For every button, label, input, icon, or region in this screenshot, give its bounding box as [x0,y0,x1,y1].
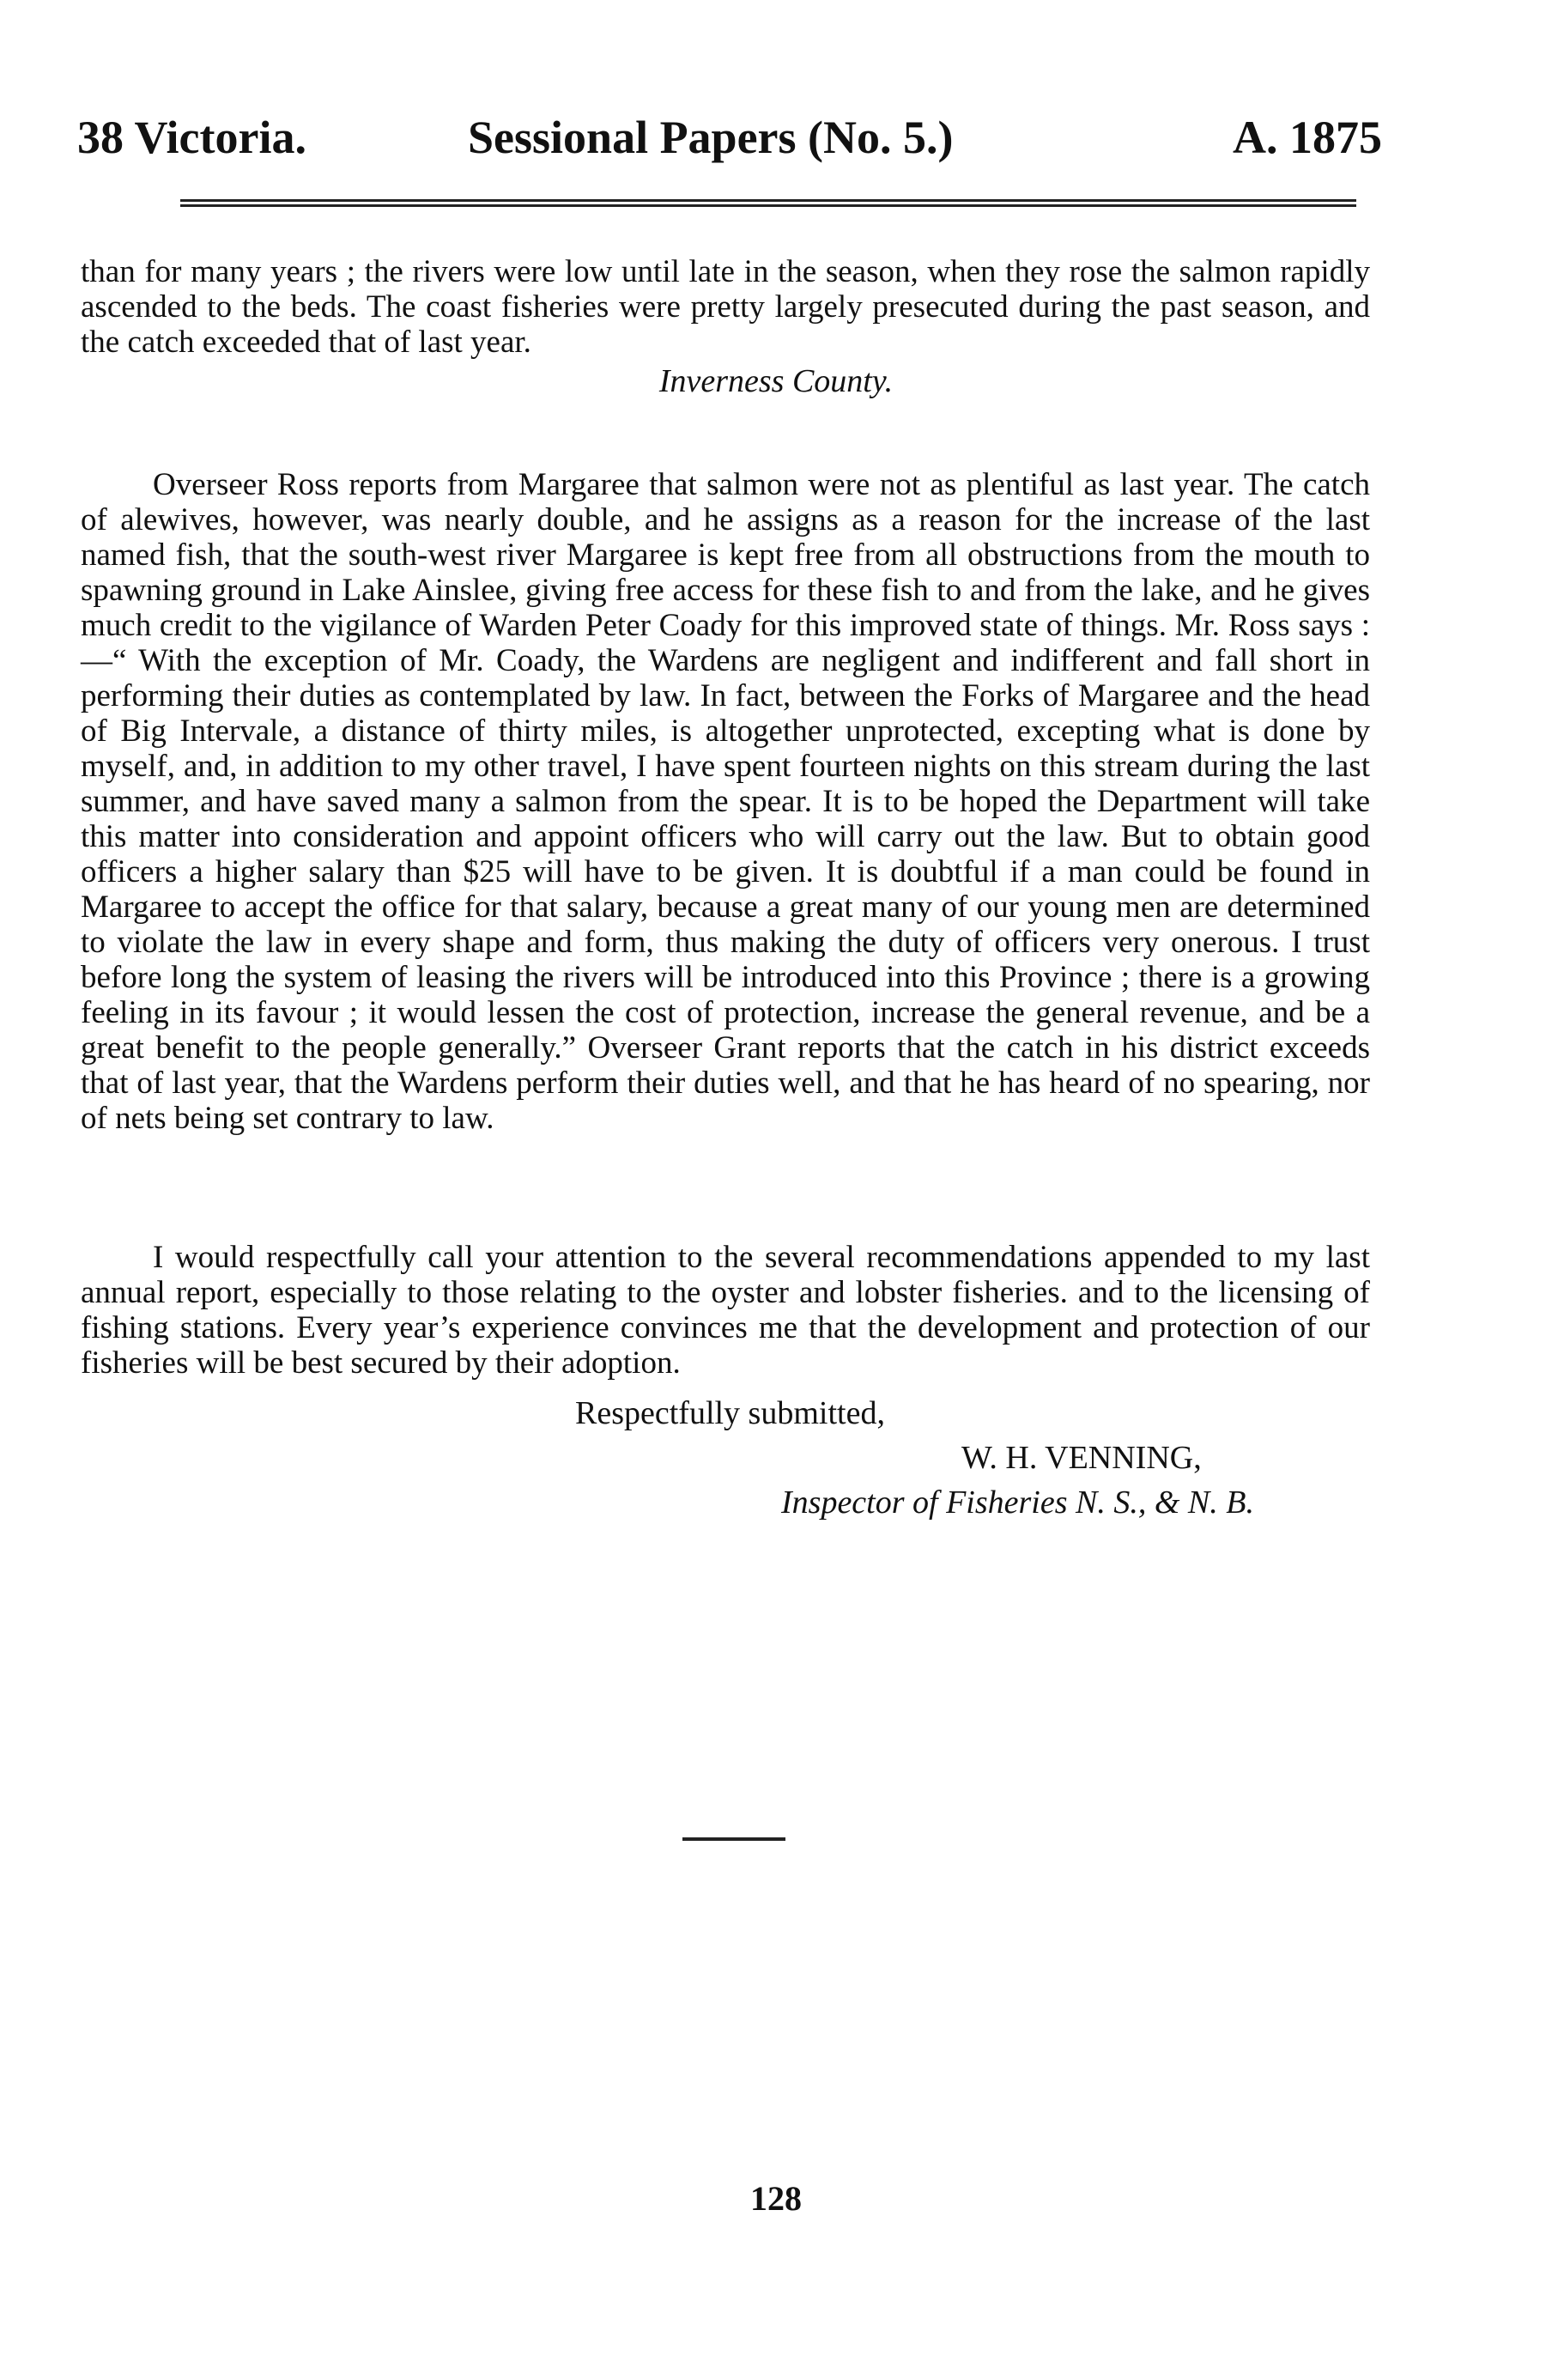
section-heading: Inverness County. [658,363,894,399]
signoff: Respectfully submitted, [575,1395,885,1431]
signature-title: Inspector of Fisheries N. S., & N. B. [781,1484,1254,1521]
page-number: 128 [750,2179,802,2218]
recommendation-text: I would respectfully call your attention to the several recommendations appended to my last annual report, especially to those relating to the oyster and lobster fisheries. and to the licensing of fishing stations. Every year’s experience convinces me that the development and protection of our fisheries will be best secured by their adoption. [81,1240,1370,1381]
ross-report-paragraph [81,467,1370,1136]
header-volume: 38 Victoria. [77,112,306,163]
header-year: A. 1875 [1233,112,1382,163]
signature-name: W. H. VENNING, [961,1440,1202,1476]
header-double-rule [180,199,1356,207]
header-series: Sessional Papers (No. 5.) [468,112,954,163]
intro-paragraph [81,254,1370,360]
running-header [77,103,1382,172]
intro-paragraph-text: than for many years ; the rivers were low until late in the season, when they rose the salmon rapidly ascended to the beds. The coast fisheries were pretty largely presecuted during the past season, and the catch exceeded that of last year. [81,254,1370,360]
closing-rule [682,1837,785,1841]
ross-report-text: Overseer Ross reports from Margaree that salmon were not as plentiful as last year. The catch of alewives, however, was nearly double, and he assigns as a reason for the increase of the last named fish, that the south-west river Margaree is kept free from all obstructions from the mouth to spawning ground in Lake Ainslee, giving free access for these fish to and from the lake, and he gives much credit to the vigilance of Warden Peter Coady for this improved state of things. Mr. Ross says :—“ With the exception of Mr. Coady, the Wardens are negligent and indifferent and fall short in performing their duties as contemplated by law. In fact, between the Forks of Margaree and the head of Big Intervale, a distance of thirty miles, is altogether unprotected, excepting what is done by myself, and, in addition to my other travel, I have spent fourteen nights on this stream during the last summer, and have saved many a salmon from the spear. It is to be hoped the Department will take this matter into consideration and appoint officers who will carry out the law. But to obtain good officers a higher salary than $25 will have to be given. It is doubtful if a man could be found in Margaree to accept the office for that salary, because a great many of our young men are determined to violate the law in every shape and form, thus making the duty of officers very onerous. I trust before long the system of leasing the rivers will be introduced into this Province ; there is a growing feeling in its favour ; it would lessen the cost of protection, increase the general revenue, and be a great benefit to the people generally.” Overseer Grant reports that the catch in his district exceeds that of last year, that the Wardens perform their duties well, and that he has heard of no spearing, nor of nets being set contrary to law. [81,467,1370,1136]
recommendation-paragraph [81,1240,1370,1381]
